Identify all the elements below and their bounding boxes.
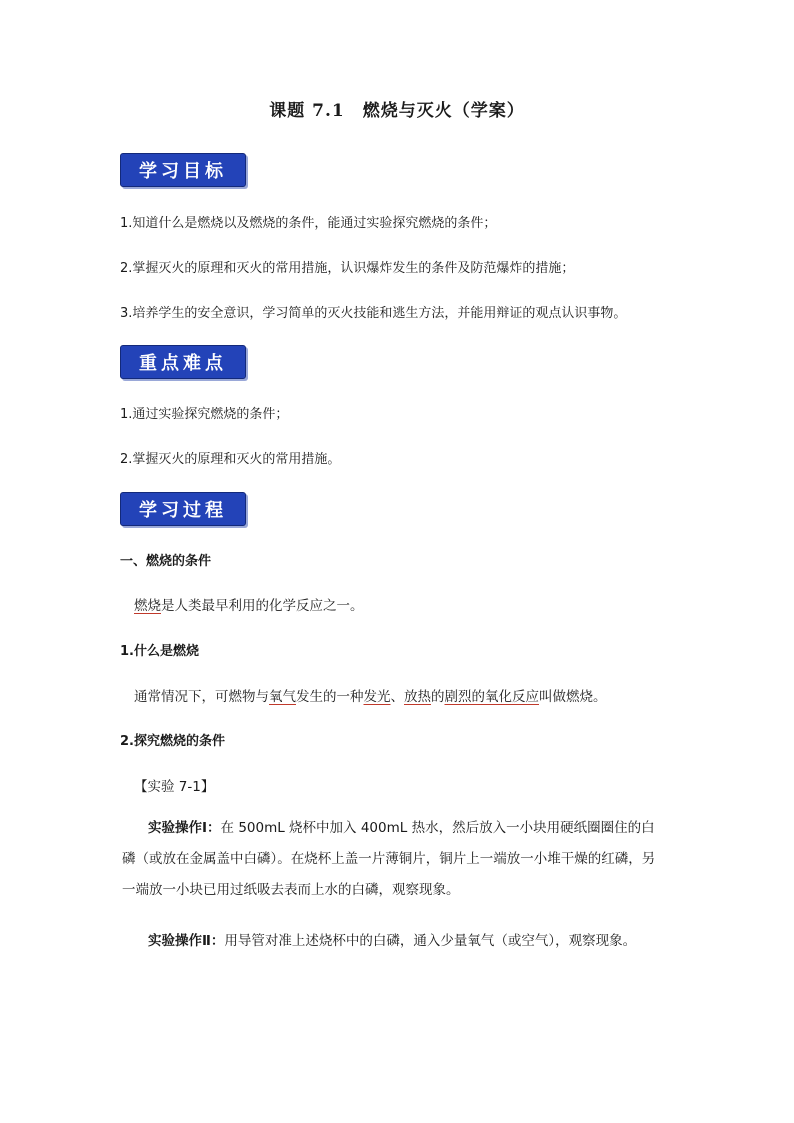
intro-paragraph bbox=[134, 594, 364, 614]
definition-text: 发生的一种 bbox=[296, 689, 364, 705]
definition-text: 、 bbox=[390, 689, 404, 705]
subheading-explore-conditions: 2.探究燃烧的条件 bbox=[120, 734, 225, 749]
operation-1-label: 实验操作Ⅰ： bbox=[148, 820, 221, 836]
experiment-label: 【实验 7-1】 bbox=[134, 779, 215, 795]
definition-text: 叫做燃烧。 bbox=[539, 689, 607, 705]
operation-2-paragraph bbox=[148, 929, 636, 949]
intro-text: 是人类最早利用的化学反应之一。 bbox=[161, 598, 364, 614]
operation-2-text: 用导管对准上述烧杯中的白磷，通入少量氧气（或空气），观察现象。 bbox=[224, 933, 637, 949]
term-oxygen: 氧气 bbox=[269, 689, 296, 705]
subheading-what-is-combustion: 1.什么是燃烧 bbox=[120, 644, 199, 659]
objective-item-1: 1.知道什么是燃烧以及燃烧的条件，能通过实验探究燃烧的条件； bbox=[120, 216, 497, 231]
objectives-badge: 学习目标 bbox=[120, 153, 246, 187]
keypoint-item-1: 1.通过实验探究燃烧的条件； bbox=[120, 407, 289, 422]
term-heat: 放热 bbox=[404, 689, 431, 705]
process-badge: 学习过程 bbox=[120, 492, 246, 526]
objective-item-2: 2.掌握灭火的原理和灭火的常用措施，认识爆炸发生的条件及防范爆炸的措施； bbox=[120, 261, 575, 276]
definition-paragraph bbox=[134, 685, 607, 705]
term-oxidation: 剧烈的氧化反应 bbox=[444, 689, 539, 705]
objective-item-3: 3.培养学生的安全意识，学习简单的灭火技能和逃生方法，并能用辩证的观点认识事物。 bbox=[120, 306, 627, 321]
definition-text: 通常情况下，可燃物与 bbox=[134, 689, 269, 705]
keypoints-badge: 重点难点 bbox=[120, 345, 246, 379]
term-combustion: 燃烧 bbox=[134, 598, 161, 614]
section-heading: 一、燃烧的条件 bbox=[120, 554, 212, 569]
page-title: 课题 7.1 燃烧与灭火（学案） bbox=[269, 101, 525, 121]
keypoint-item-2: 2.掌握灭火的原理和灭火的常用措施。 bbox=[120, 452, 341, 467]
term-light: 发光 bbox=[363, 689, 391, 705]
operation-1-text: 在 500mL 烧杯中加入 400mL 热水，然后放入一小块用硬纸圈圈住的白磷（或放在金属盖中白磷）。在烧杯上盖一片薄铜片，铜片上一端放一小堆干燥的红磷，另一端放一小块已用过纸吸去表而上水的白磷，观察现象。 bbox=[122, 820, 656, 898]
definition-text: 的 bbox=[431, 689, 445, 705]
operation-2-label: 实验操作Ⅱ： bbox=[148, 933, 225, 949]
operation-1-paragraph bbox=[122, 813, 666, 906]
